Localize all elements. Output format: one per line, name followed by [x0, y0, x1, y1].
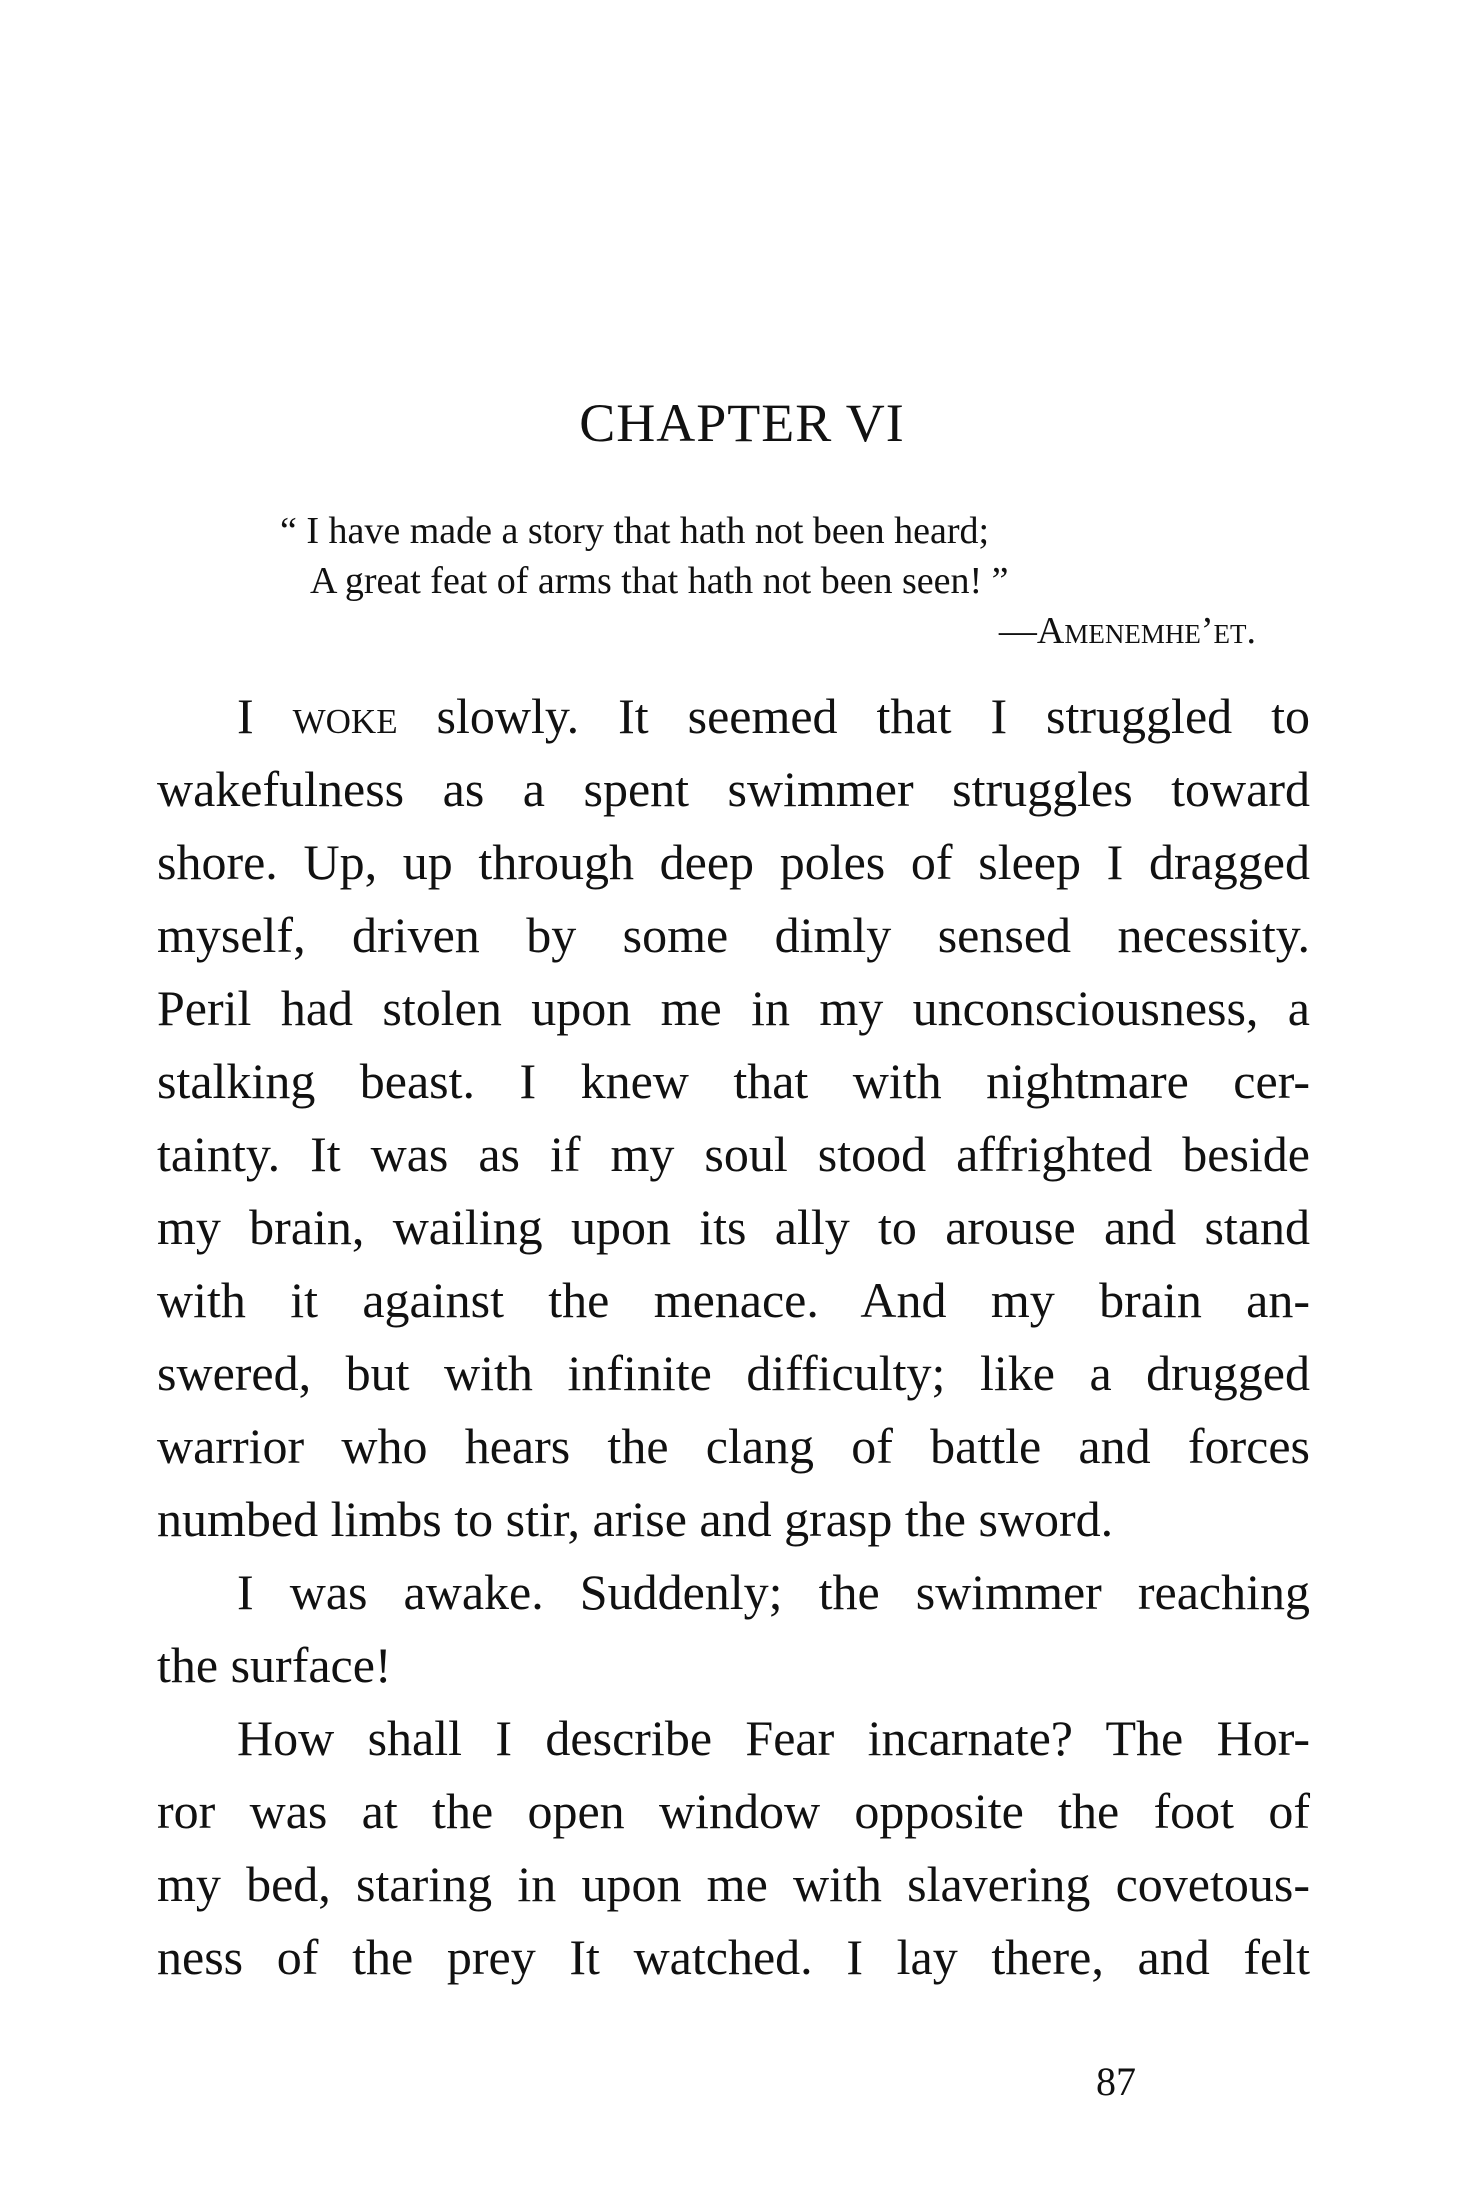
- paragraph-3-line-1: How shall I describe Fear incarnate? The Hor-: [237, 1710, 1310, 1766]
- paragraph-1-line-1: I woke slowly. It seemed that I struggled to: [237, 688, 1310, 744]
- text-line: ness of the prey It watched. I lay there, and felt: [157, 1929, 1310, 1985]
- page-number: 87: [1096, 2059, 1136, 2104]
- epigraph-line-2: A great feat of arms that hath not been seen! ”: [310, 560, 1009, 602]
- text-line: my bed, staring in upon me with slavering covetous-: [157, 1856, 1310, 1912]
- text-line: tainty. It was as if my soul stood affrighted beside: [157, 1126, 1310, 1182]
- chapter-title: CHAPTER VI: [579, 393, 905, 453]
- text-line: Peril had stolen upon me in my unconsciousness, a: [157, 980, 1310, 1036]
- body-text: [157, 680, 1310, 1994]
- text-line: wakefulness as a spent swimmer struggles toward: [157, 761, 1310, 817]
- text-line: swered, but with infinite difficulty; like a drugged: [157, 1345, 1310, 1401]
- text-line: warrior who hears the clang of battle and forces: [157, 1418, 1310, 1474]
- text-line: with it against the menace. And my brain an-: [157, 1272, 1310, 1328]
- text-line: ror was at the open window opposite the foot of: [157, 1783, 1310, 1839]
- text-line: the surface!: [157, 1637, 392, 1693]
- drop-word: I: [237, 688, 293, 744]
- text-line: shore. Up, up through deep poles of sleep I dragged: [157, 834, 1310, 890]
- paragraph-2-line-1: I was awake. Suddenly; the swimmer reaching: [237, 1564, 1310, 1620]
- epigraph-line-1: “ I have made a story that hath not been heard;: [280, 510, 990, 552]
- text-line: myself, driven by some dimly sensed necessity.: [157, 907, 1310, 963]
- epigraph: [280, 506, 1270, 656]
- small-caps-word: woke: [292, 688, 398, 744]
- text-line: numbed limbs to stir, arise and grasp the sword.: [157, 1491, 1114, 1547]
- epigraph-attribution: —Amenemhe’et.: [998, 610, 1256, 652]
- text-line: stalking beast. I knew that with nightmare cer-: [157, 1053, 1310, 1109]
- text-line: my brain, wailing upon its ally to arouse and stand: [157, 1199, 1310, 1255]
